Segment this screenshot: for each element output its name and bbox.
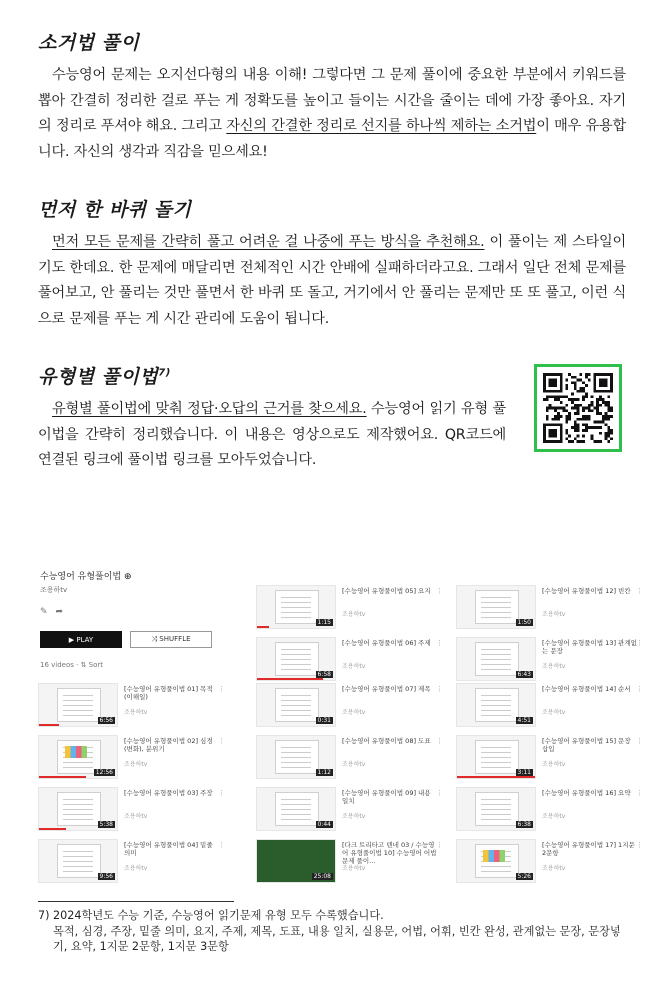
video-thumbnail[interactable] xyxy=(38,735,118,779)
more-options-icon[interactable]: ⋮ xyxy=(218,841,225,849)
thumbnail-document xyxy=(275,688,319,722)
video-thumbnail[interactable] xyxy=(456,637,536,681)
video-channel[interactable]: 조용하tv xyxy=(124,709,148,716)
video-channel[interactable]: 조용하tv xyxy=(342,865,366,872)
section-body xyxy=(38,230,626,332)
video-thumbnail[interactable] xyxy=(256,839,336,883)
watch-progress-bar xyxy=(39,828,66,830)
video-duration: 1:50 xyxy=(517,619,531,626)
more-options-icon[interactable]: ⋮ xyxy=(218,789,225,797)
video-channel[interactable]: 조용하tv xyxy=(342,663,366,670)
playlist-title xyxy=(40,569,132,582)
section-text-column xyxy=(38,362,506,474)
more-options-icon[interactable]: ⋮ xyxy=(636,685,643,693)
video-channel[interactable]: 조용하tv xyxy=(542,709,566,716)
video-channel[interactable]: 조용하tv xyxy=(124,761,148,768)
more-options-icon[interactable]: ⋮ xyxy=(636,789,643,797)
playlist-video-item[interactable] xyxy=(456,637,652,681)
video-title[interactable]: [수능영어 유형풀이법 14] 순서 xyxy=(542,685,631,693)
video-thumbnail[interactable] xyxy=(38,787,118,831)
playlist-video-item[interactable] xyxy=(456,839,652,883)
video-channel[interactable]: 조용하tv xyxy=(124,865,148,872)
more-options-icon[interactable]: ⋮ xyxy=(636,587,643,595)
video-duration: 6:58 xyxy=(317,671,331,678)
video-thumbnail[interactable] xyxy=(456,735,536,779)
body-text: 이 매우 유용합니다. 자신의 생각과 직감을 믿으세요! xyxy=(38,118,627,160)
video-title[interactable]: [수능영어 유형풀이법 07] 제목 xyxy=(342,685,431,693)
playlist-video-item[interactable] xyxy=(256,839,452,883)
watch-progress-bar xyxy=(39,776,86,778)
playlist-video-item[interactable] xyxy=(256,637,452,681)
thumbnail-color-chart xyxy=(483,850,505,862)
thumbnail-document xyxy=(57,792,101,826)
video-duration: 25:08 xyxy=(313,873,331,880)
video-duration: 1:15 xyxy=(317,619,331,626)
video-thumbnail[interactable] xyxy=(456,787,536,831)
thumbnail-document xyxy=(475,792,519,826)
video-thumbnail[interactable] xyxy=(256,735,336,779)
footnote-mark: 7) xyxy=(38,909,50,922)
thumbnail-document xyxy=(275,590,319,624)
section-first-pass xyxy=(38,195,626,332)
video-duration: 0:44 xyxy=(317,821,331,828)
video-channel[interactable]: 조용하tv xyxy=(124,813,148,820)
playlist-video-item[interactable] xyxy=(456,683,652,727)
more-options-icon[interactable]: ⋮ xyxy=(218,737,225,745)
thumbnail-document xyxy=(475,590,519,624)
thumbnail-document xyxy=(475,740,519,774)
footnote-reference[interactable]: 7) xyxy=(158,367,171,379)
section-heading: 소거법 풀이 xyxy=(38,32,140,54)
play-all-button[interactable]: ▶ PLAY xyxy=(40,631,122,648)
playlist-video-item[interactable] xyxy=(38,735,234,779)
video-title[interactable]: [수능영어 유형풀이법 12] 빈칸 xyxy=(542,587,631,595)
video-duration: 5:38 xyxy=(99,821,113,828)
video-thumbnail[interactable] xyxy=(256,683,336,727)
video-duration: 12:56 xyxy=(95,769,113,776)
shuffle-button[interactable]: ⤨ SHUFFLE xyxy=(130,631,212,648)
video-title[interactable]: [수능영어 유형풀이법 02] 심경(변화), 분위기 xyxy=(124,737,213,753)
thumbnail-document xyxy=(475,642,519,676)
footnote-line-1 xyxy=(38,908,628,924)
playlist-title-text: 수능영어 유형풀이법 xyxy=(40,572,122,582)
playlist-video-item[interactable] xyxy=(456,585,652,629)
more-options-icon[interactable]: ⋮ xyxy=(436,587,443,595)
playlist-video-item[interactable] xyxy=(256,735,452,779)
watch-progress-bar xyxy=(257,626,269,628)
playlist-video-item[interactable] xyxy=(256,787,452,831)
video-title[interactable]: [수능영어 유형풀이법 03] 주장 xyxy=(124,789,213,797)
video-title[interactable]: [수능영어 유형풀이법 04] 밑줄 의미 xyxy=(124,841,213,857)
more-options-icon[interactable]: ⋮ xyxy=(436,789,443,797)
body-text: 이 풀이는 제 스타일이기도 한데요. 한 문제에 매달리면 전체적인 시간 안배에 실패하더라고요. 그래서 일단 전체 문제를 풀어보고, 안 풀리는 것만 풀면서 한 바퀴 또 돌고, 거기에서 안 풀리는 문제만 또 또 풀고, 이런 식으로 문제를 푸는 게 시간 관리에 도움이 됩니다. xyxy=(38,234,626,327)
footnote xyxy=(38,908,628,955)
watch-progress-bar xyxy=(39,724,59,726)
qr-code-icon[interactable] xyxy=(534,364,622,452)
video-channel[interactable]: 조용하tv xyxy=(342,761,366,768)
footnote-text: 2024학년도 수능 기준, 수능영어 읽기문제 유형 모두 수록했습니다. xyxy=(53,909,384,922)
video-title[interactable]: [다크 트리타고 텐네 03 / 수능영어 유형풀이법 10] 수능영어 어법 문제 풀이... xyxy=(342,841,437,865)
edit-icon[interactable]: ✎ xyxy=(40,607,56,617)
thumbnail-document xyxy=(275,740,319,774)
video-thumbnail[interactable] xyxy=(256,787,336,831)
section-body xyxy=(38,397,506,474)
video-title[interactable]: [수능영어 유형풀이법 16] 요약 xyxy=(542,789,631,797)
heading-text: 유형별 풀이법 xyxy=(38,366,159,388)
video-channel[interactable]: 조용하tv xyxy=(542,813,566,820)
playlist-actions xyxy=(40,607,71,617)
footnote-line-2: 목적, 심경, 주장, 밑줄 의미, 요지, 주제, 제목, 도표, 내용 일치, 실용문, 어법, 어휘, 빈칸 완성, 관계없는 문장, 문장넣기, 요약, 1지문 2문항, 1지문 3문항 xyxy=(53,924,621,953)
more-options-icon[interactable]: ⋮ xyxy=(436,737,443,745)
video-duration: 5:26 xyxy=(517,873,531,880)
video-title[interactable]: [수능영어 유형풀이법 13] 관계없는 문장 xyxy=(542,639,637,655)
thumbnail-color-chart xyxy=(65,746,87,758)
playlist-channel[interactable]: 조용하tv xyxy=(40,586,68,594)
video-title[interactable]: [수능영어 유형풀이법 01] 목적(이해일) xyxy=(124,685,213,701)
youtube-playlist-screenshot xyxy=(38,565,643,885)
video-channel[interactable]: 조용하tv xyxy=(542,761,566,768)
video-thumbnail[interactable] xyxy=(38,683,118,727)
video-channel[interactable]: 조용하tv xyxy=(342,709,366,716)
video-duration: 1:12 xyxy=(317,769,331,776)
video-thumbnail[interactable] xyxy=(256,585,336,629)
more-options-icon[interactable]: ⋮ xyxy=(436,639,443,647)
share-icon[interactable]: ➦ xyxy=(55,607,72,617)
section-elimination xyxy=(38,28,626,165)
section-heading xyxy=(38,362,506,389)
video-duration: 4:51 xyxy=(517,717,531,724)
video-channel[interactable]: 조용하tv xyxy=(342,611,366,618)
video-duration: 3:11 xyxy=(517,769,531,776)
more-options-icon[interactable]: ⋮ xyxy=(636,841,643,849)
playlist-video-item[interactable] xyxy=(38,839,234,883)
thumbnail-document xyxy=(57,844,101,878)
qr-code-graphic xyxy=(543,373,613,443)
video-title[interactable]: [수능영어 유형풀이법 17] 1지문 2문항 xyxy=(542,841,635,857)
watch-progress-bar xyxy=(457,776,535,778)
video-channel[interactable]: 조용하tv xyxy=(342,813,366,820)
more-options-icon[interactable]: ⋮ xyxy=(436,841,443,849)
body-text: 수능영어 읽기 유형 풀이법을 간략히 정리했습니다. 이 내용은 영상으로도 제작했어요. QR코드에 연결된 링크에 풀이법 링크를 모아두었습니다. xyxy=(38,401,506,468)
section-by-type xyxy=(38,362,626,474)
section-body xyxy=(38,63,626,165)
playlist-video-item[interactable] xyxy=(256,585,452,629)
video-thumbnail[interactable] xyxy=(256,637,336,681)
underlined-text: 유형별 풀이법에 맞춰 정답·오답의 근거를 찾으세요. xyxy=(52,401,367,417)
watch-progress-bar xyxy=(257,678,323,680)
underlined-text: 먼저 모든 문제를 간략히 풀고 어려운 걸 나중에 푸는 방식을 추천해요. xyxy=(52,234,485,250)
playlist-video-item[interactable] xyxy=(456,787,652,831)
more-options-icon[interactable]: ⋮ xyxy=(436,685,443,693)
body-text: 수능영어 문제는 오지선다형의 내용 이해! 그렇다면 그 문제 풀이에 중요한 부분에서 키워드를 뽑아 간결히 정리한 걸로 푸는 게 정확도를 높이고 들이는 시간을 줄이는 데에 가장 좋아요. 자기의 정리로 푸셔야 해요. 그리고 xyxy=(38,67,626,134)
section-heading: 먼저 한 바퀴 돌기 xyxy=(38,199,192,221)
video-channel[interactable]: 조용하tv xyxy=(542,663,566,670)
video-thumbnail[interactable] xyxy=(456,683,536,727)
underlined-text: 자신의 간결한 정리로 선지를 하나씩 제하는 소거법 xyxy=(226,118,537,134)
more-options-icon[interactable]: ⋮ xyxy=(636,737,643,745)
video-title[interactable]: [수능영어 유형풀이법 09] 내용 일치 xyxy=(342,789,431,805)
video-title[interactable]: [수능영어 유형풀이법 15] 문장 삽입 xyxy=(542,737,631,753)
more-options-icon[interactable]: ⋮ xyxy=(218,685,225,693)
footnote-divider xyxy=(38,901,234,902)
video-duration: 9:56 xyxy=(99,873,113,880)
thumbnail-document xyxy=(475,688,519,722)
video-channel[interactable]: 조용하tv xyxy=(542,611,566,618)
video-thumbnail[interactable] xyxy=(456,585,536,629)
playlist-video-item[interactable] xyxy=(38,683,234,727)
video-count-sort[interactable]: 16 videos · ⇅ Sort xyxy=(40,661,104,669)
playlist-video-item[interactable] xyxy=(256,683,452,727)
thumbnail-document xyxy=(275,642,319,676)
thumbnail-document xyxy=(57,688,101,722)
playlist-video-item[interactable] xyxy=(456,735,652,779)
more-options-icon[interactable]: ⋮ xyxy=(636,639,643,647)
video-title[interactable]: [수능영어 유형풀이법 08] 도표 xyxy=(342,737,431,745)
video-duration: 6:56 xyxy=(99,717,113,724)
video-title[interactable]: [수능영어 유형풀이법 06] 주제 xyxy=(342,639,431,647)
thumbnail-document xyxy=(275,792,319,826)
video-duration: 6:38 xyxy=(517,821,531,828)
video-thumbnail[interactable] xyxy=(38,839,118,883)
playlist-video-item[interactable] xyxy=(38,787,234,831)
globe-icon: ⊕ xyxy=(123,572,132,582)
video-thumbnail[interactable] xyxy=(456,839,536,883)
video-duration: 6:43 xyxy=(517,671,531,678)
video-title[interactable]: [수능영어 유형풀이법 05] 요지 xyxy=(342,587,431,595)
video-channel[interactable]: 조용하tv xyxy=(542,865,566,872)
video-duration: 0:31 xyxy=(317,717,331,724)
